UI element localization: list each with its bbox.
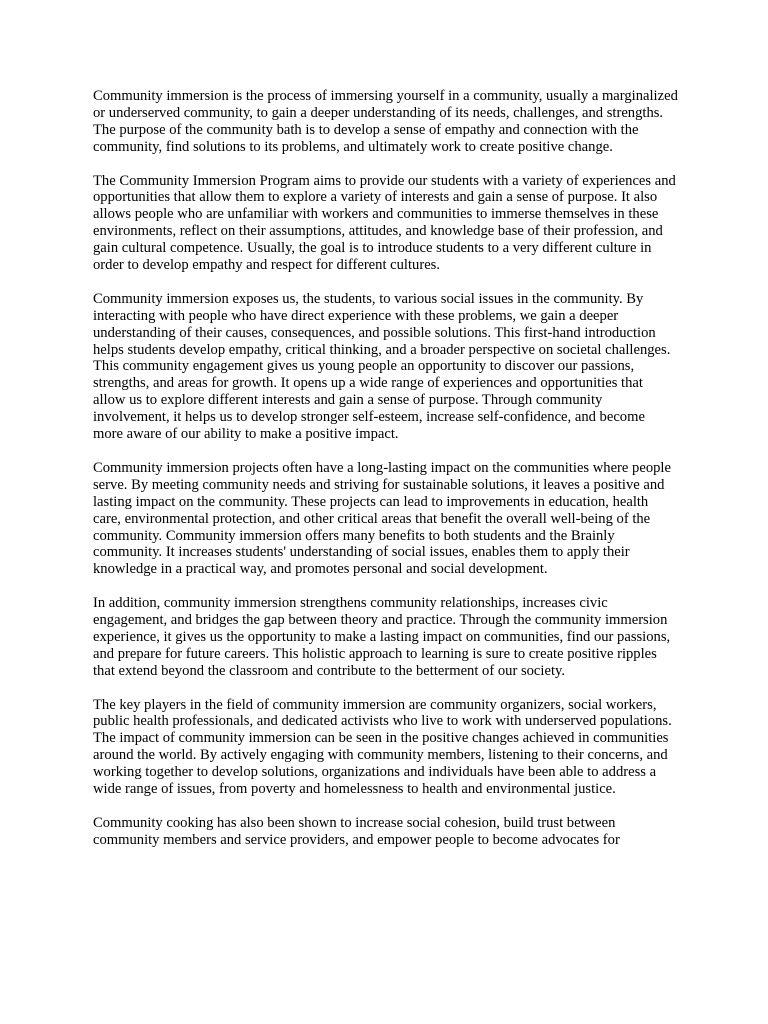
paragraph-2: The Community Immersion Program aims to provide our students with a variety of experiences and opportunities that allow them to explore a variety of interests and gain a sense of purpose. It also allows people who are unfamiliar with workers and communities to immerse themselves in these environments, reflect on their assumptions, attitudes, and knowledge base of their profession, and gain cultural competence. Usually, the goal is to introduce students to a very different culture in order to develop empathy and respect for different cultures. (93, 172, 676, 274)
paragraph-1: Community immersion is the process of immersing yourself in a community, usually a marginalized or underserved community, to gain a deeper understanding of its needs, challenges, and strengths. The purpose of the community bath is to develop a sense of empathy and connection with the community, find solutions to its problems, and ultimately work to create positive change. (93, 88, 678, 155)
document-page (93, 88, 678, 849)
paragraph-4: Community immersion projects often have a long-lasting impact on the communities where people serve. By meeting community needs and striving for sustainable solutions, it leaves a positive and lasting impact on the community. These projects can lead to improvements in education, health care, environmental protection, and other critical areas that benefit the overall well-being of the community. Community immersion offers many benefits to both students and the Brainly community. It increases students' understanding of social issues, enables them to apply their knowledge in a practical way, and promotes personal and social development. (93, 459, 671, 578)
paragraph-5: In addition, community immersion strengthens community relationships, increases civic engagement, and bridges the gap between theory and practice. Through the community immersion experience, it gives us the opportunity to make a lasting impact on communities, find our passions, and prepare for future careers. This holistic approach to learning is sure to create positive ripples that extend beyond the classroom and contribute to the betterment of our society. (93, 595, 671, 679)
paragraph-7: Community cooking has also been shown to increase social cohesion, build trust between community members and service providers, and empower people to become advocates for (93, 814, 620, 848)
paragraph-3: Community immersion exposes us, the students, to various social issues in the community. By interacting with people who have direct experience with these problems, we gain a deeper understanding of their causes, consequences, and possible solutions. This first-hand introduction helps students develop empathy, critical thinking, and a broader perspective on societal challenges. This community engagement gives us young people an opportunity to discover our passions, strengths, and areas for growth. It opens up a wide range of experiences and opportunities that allow us to explore different interests and gain a sense of purpose. Through community involvement, it helps us to develop stronger self-esteem, increase self-confidence, and become more aware of our ability to make a positive impact. (93, 290, 671, 443)
paragraph-6: The key players in the field of community immersion are community organizers, social workers, public health professionals, and dedicated activists who live to work with underserved populations. The impact of community immersion can be seen in the positive changes achieved in communities around the world. By actively engaging with community members, listening to their concerns, and working together to develop solutions, organizations and individuals have been able to address a wide range of issues, from poverty and homelessness to health and environmental justice. (93, 696, 672, 798)
